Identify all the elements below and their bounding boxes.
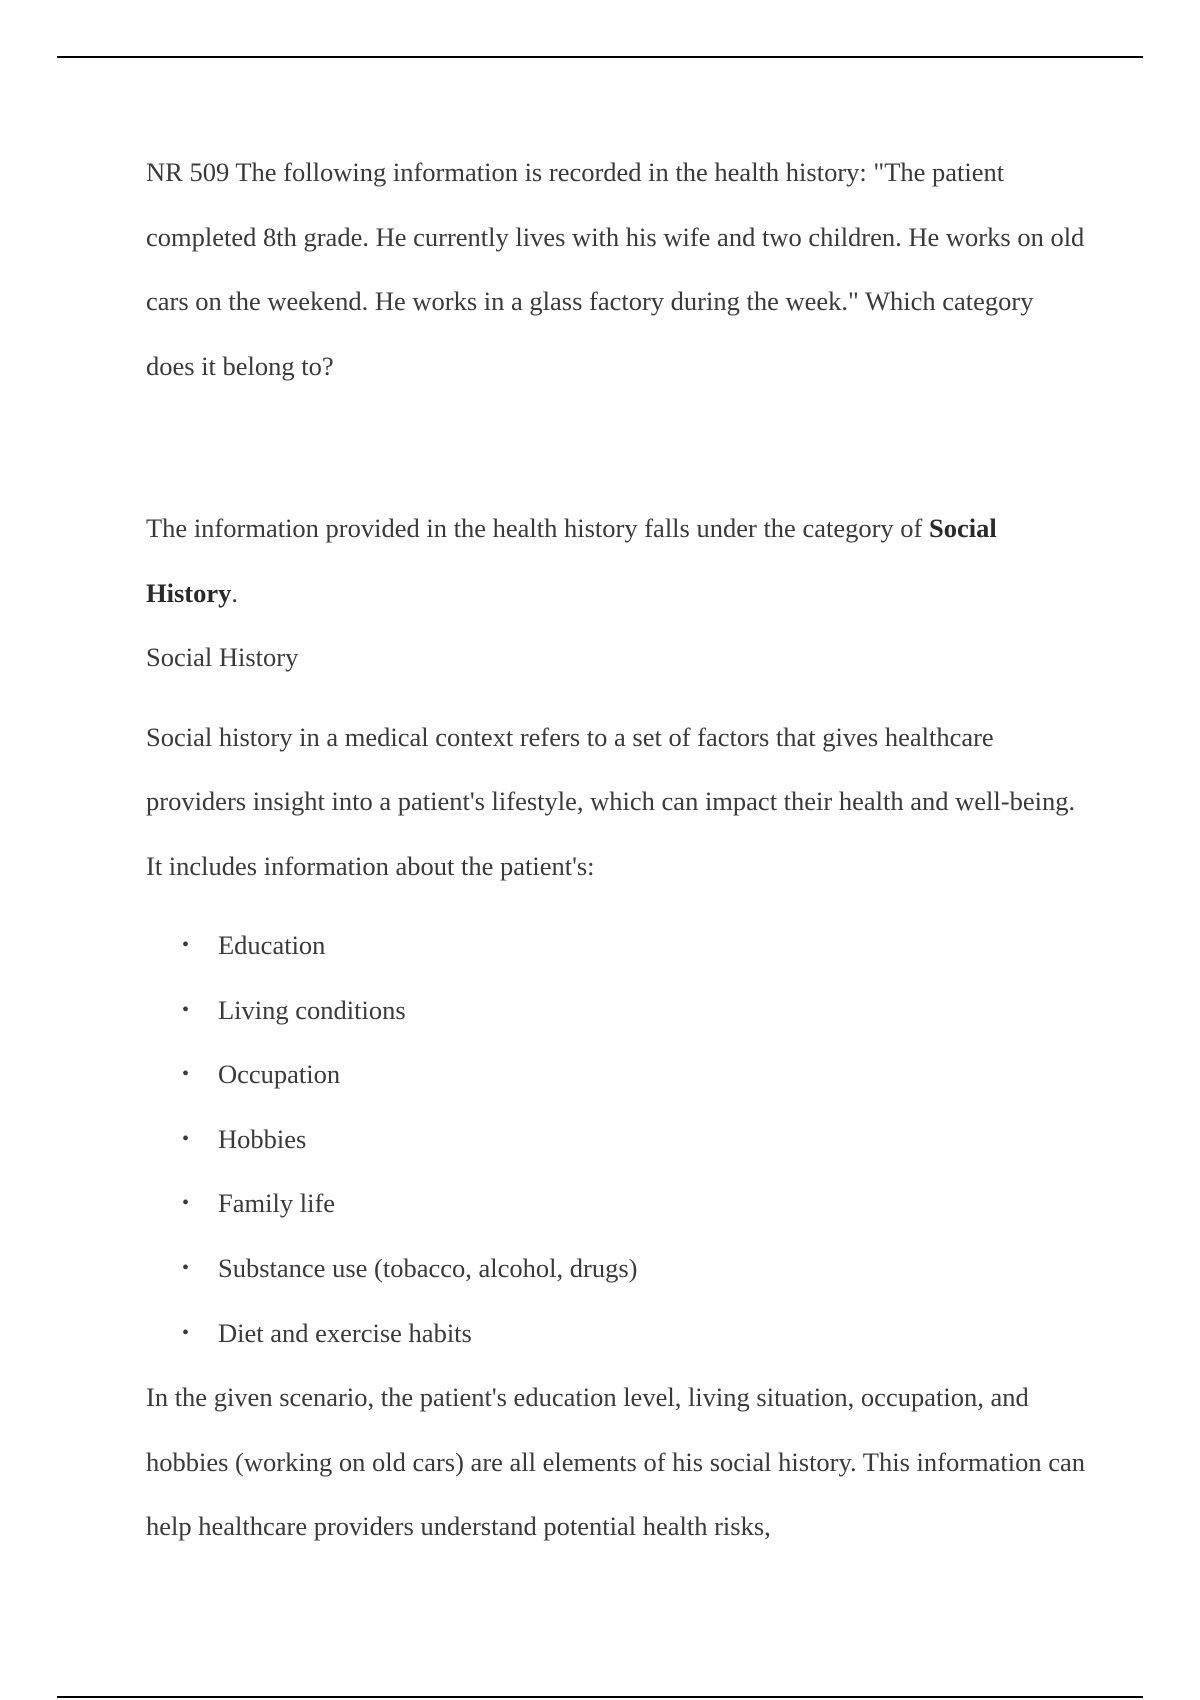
list-item: • Family life — [146, 1171, 1086, 1236]
question-text: NR 509 The following information is recorded in the health history: "The patient completed 8th grade. He currently lives with his wife and two children. He works on old cars on the weekend. He works in a glass factory during the week." Which category does it belong to? — [146, 157, 1085, 381]
bullet-icon: • — [182, 934, 190, 956]
bullet-icon: • — [182, 1063, 190, 1086]
answer-prefix: The information provided in the health history falls under the category of — [146, 513, 929, 543]
answer-suffix: . — [231, 577, 238, 608]
list-item: • Hobbies — [146, 1107, 1086, 1172]
list-item: • Living conditions — [146, 978, 1086, 1043]
list-item: • Substance use (tobacco, alcohol, drugs) — [146, 1236, 1086, 1301]
answer-text — [146, 496, 1086, 625]
bullet-icon: • — [182, 1256, 190, 1279]
factor-list — [146, 913, 1086, 1365]
section-heading: Social History — [146, 642, 299, 672]
bottom-rule — [57, 1696, 1143, 1698]
bullet-icon: • — [182, 1192, 190, 1215]
bullet-icon: • — [182, 998, 190, 1021]
top-rule — [57, 56, 1143, 58]
document-body — [146, 140, 1086, 1559]
answer-category: Social History — [146, 513, 997, 608]
bullet-icon: • — [182, 1127, 190, 1150]
closing-text: In the given scenario, the patient's education level, living situation, occupation, and hobbies (working on old cars) are all elements of his social history. This information can help healthcare providers understand potential health risks, — [146, 1382, 1086, 1542]
definition-text: Social history in a medical context refers to a set of factors that gives healthcare providers insight into a patient's lifestyle, which can impact their health and well-being. It includes information about the patient's: — [146, 721, 1076, 881]
bullet-icon: • — [182, 1321, 190, 1344]
list-item: • Occupation — [146, 1042, 1086, 1107]
list-item: • Diet and exercise habits — [146, 1301, 1086, 1366]
list-item: • Education — [146, 913, 1086, 978]
